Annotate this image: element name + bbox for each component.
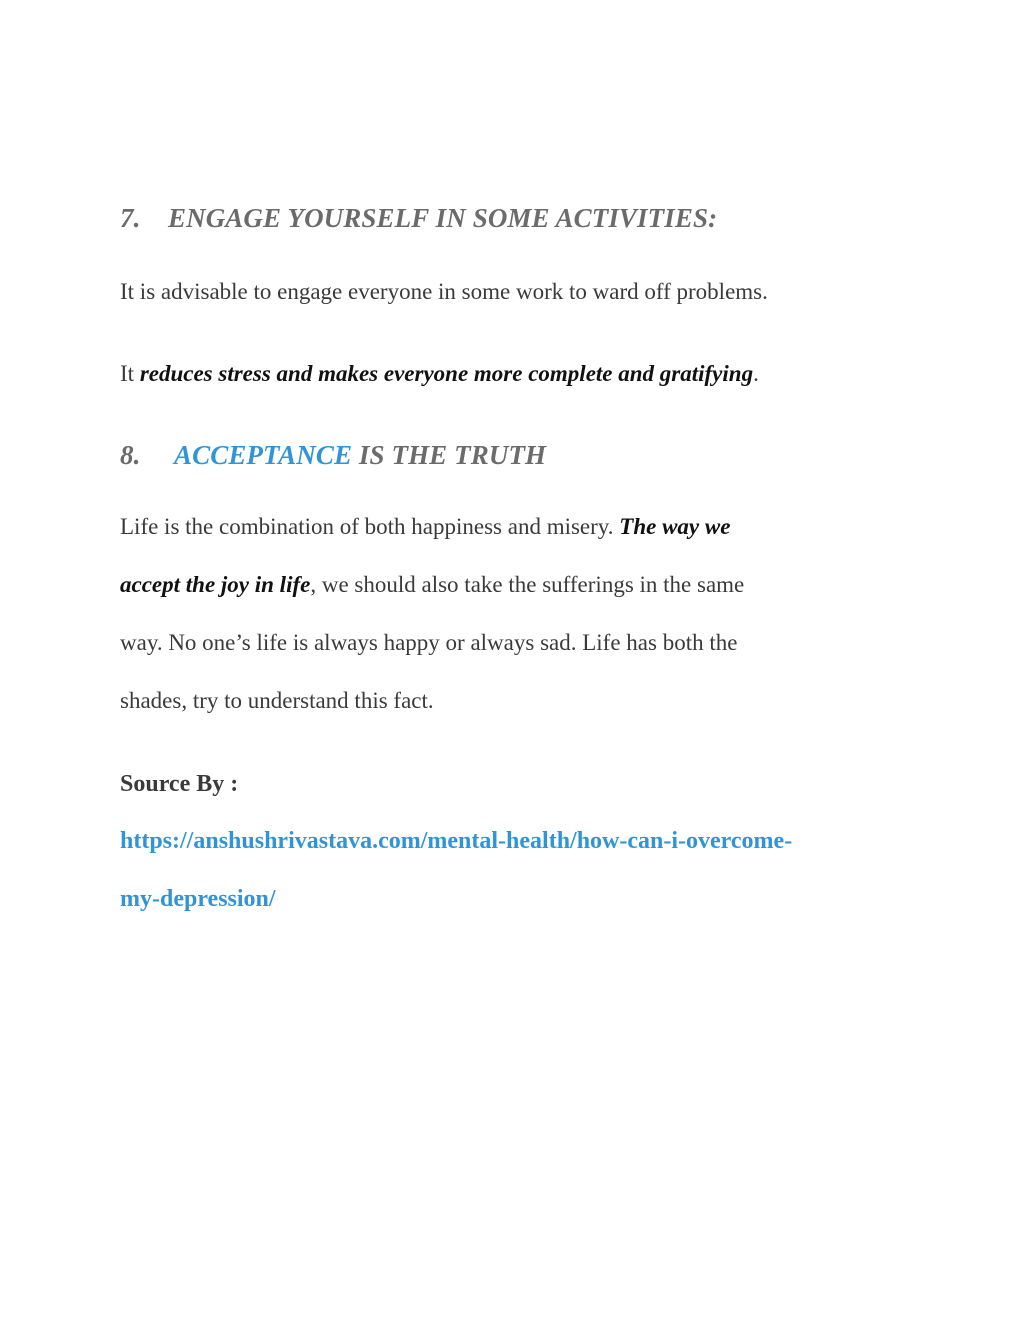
section-8-heading	[120, 440, 546, 471]
source-link-line-2[interactable]: my-depression/	[120, 886, 276, 912]
section-8-line-4: shades, try to understand this fact.	[120, 688, 434, 713]
section-7-paragraph-2-suffix: .	[753, 361, 759, 386]
section-8-line-2-emphasis: accept the joy in life	[120, 572, 311, 597]
section-8-line-1	[120, 514, 730, 540]
section-7-number: 7.	[120, 203, 141, 233]
section-8-line-1-text: Life is the combination of both happiness and misery.	[120, 514, 620, 539]
section-7-paragraph-2-prefix: It	[120, 361, 140, 386]
section-8-line-2-text: , we should also take the sufferings in the same	[310, 572, 745, 597]
section-8-title-rest: IS THE TRUTH	[352, 440, 547, 470]
section-8-number: 8.	[120, 440, 141, 470]
section-7-emphasis: reduces stress and makes everyone more complete and gratifying	[139, 361, 754, 386]
source-label: Source By :	[120, 771, 239, 797]
section-7-heading	[120, 203, 717, 234]
section-7-paragraph-1: It is advisable to engage everyone in some work to ward off problems.	[120, 279, 768, 304]
section-8-line-1-emphasis: The way we	[619, 514, 731, 539]
source-link-line-1[interactable]: https://anshushrivastava.com/mental-health/how-can-i-overcome-	[120, 828, 793, 854]
section-7-paragraph-2	[120, 361, 759, 387]
section-7-title: ENGAGE YOURSELF IN SOME ACTIVITIES:	[168, 203, 718, 233]
section-8-title-accent: ACCEPTANCE	[174, 440, 353, 470]
section-8-line-2	[120, 572, 744, 598]
section-8-line-3: way. No one’s life is always happy or always sad. Life has both the	[120, 630, 738, 655]
